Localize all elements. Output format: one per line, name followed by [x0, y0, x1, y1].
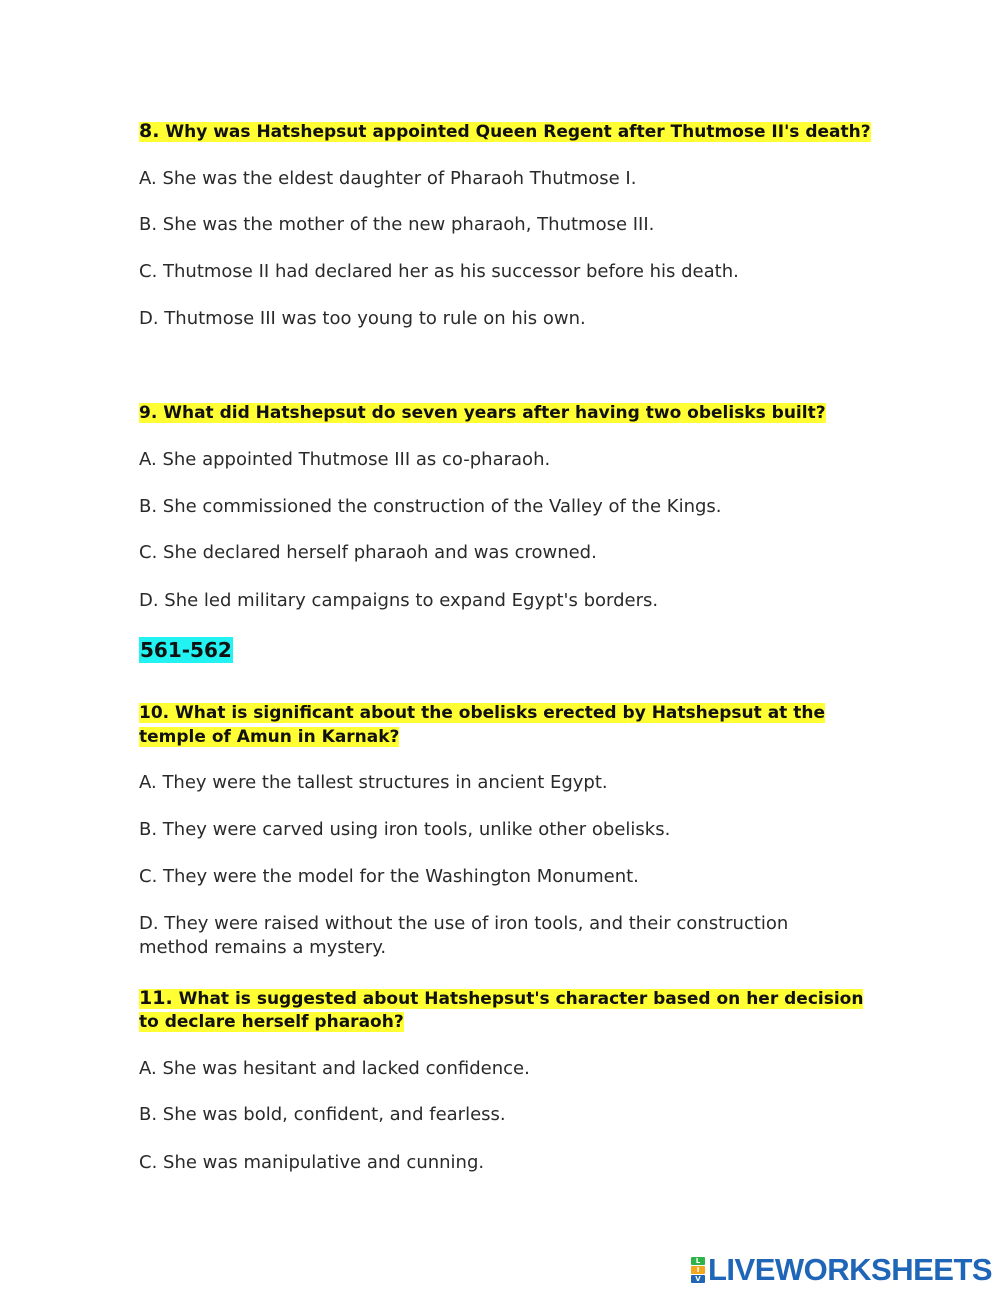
question-9-option-a: A. She appointed Thutmose III as co-pharaoh. [139, 449, 551, 470]
question-9-option-b: B. She commissioned the construction of the Valley of the Kings. [139, 496, 722, 517]
question-8-number: 8. [139, 120, 160, 142]
question-10-option-c: C. They were the model for the Washington Monument. [139, 866, 639, 887]
question-11-option-b: B. She was bold, confident, and fearless. [139, 1104, 506, 1125]
question-9-text: 9. What did Hatshepsut do seven years after having two obelisks built? [139, 403, 826, 423]
question-9-option-d: D. She led military campaigns to expand Egypt's borders. [139, 590, 659, 611]
question-11-text: 11. What is suggested about Hatshepsut's character based on her decision [139, 987, 864, 1009]
question-10-option-b: B. They were carved using iron tools, unlike other obelisks. [139, 819, 671, 840]
question-11-number: 11. [139, 987, 173, 1009]
question-10-number: 10. [139, 703, 170, 723]
question-9-number: 9. [139, 403, 158, 423]
question-10-text-line-2: temple of Amun in Karnak? [139, 727, 400, 747]
liveworksheets-logo [691, 1252, 993, 1287]
question-9-option-c: C. She declared herself pharaoh and was crowned. [139, 542, 597, 563]
question-11-option-a: A. She was hesitant and lacked confidence. [139, 1058, 530, 1079]
question-11-option-c: C. She was manipulative and cunning. [139, 1152, 485, 1173]
question-10-text: 10. What is significant about the obelisks erected by Hatshepsut at the [139, 703, 825, 723]
logo-mark-icon: L I V [691, 1257, 705, 1283]
question-8-option-c: C. Thutmose II had declared her as his successor before his death. [139, 261, 739, 282]
question-10-option-d: D. They were raised without the use of iron tools, and their construction [139, 913, 789, 934]
logo-text: LIVEWORKSHEETS [708, 1252, 993, 1287]
question-10-option-d-line-2: method remains a mystery. [139, 937, 387, 958]
question-11-text-line-2: to declare herself pharaoh? [139, 1012, 404, 1032]
question-10-option-a: A. They were the tallest structures in ancient Egypt. [139, 772, 608, 793]
question-8-option-d: D. Thutmose III was too young to rule on his own. [139, 308, 586, 329]
page-range-label: 561-562 [140, 638, 232, 662]
question-8-option-b: B. She was the mother of the new pharaoh, Thutmose III. [139, 214, 655, 235]
question-8-option-a: A. She was the eldest daughter of Pharaoh Thutmose I. [139, 168, 637, 189]
question-8-text: 8. Why was Hatshepsut appointed Queen Regent after Thutmose II's death? [139, 120, 871, 142]
